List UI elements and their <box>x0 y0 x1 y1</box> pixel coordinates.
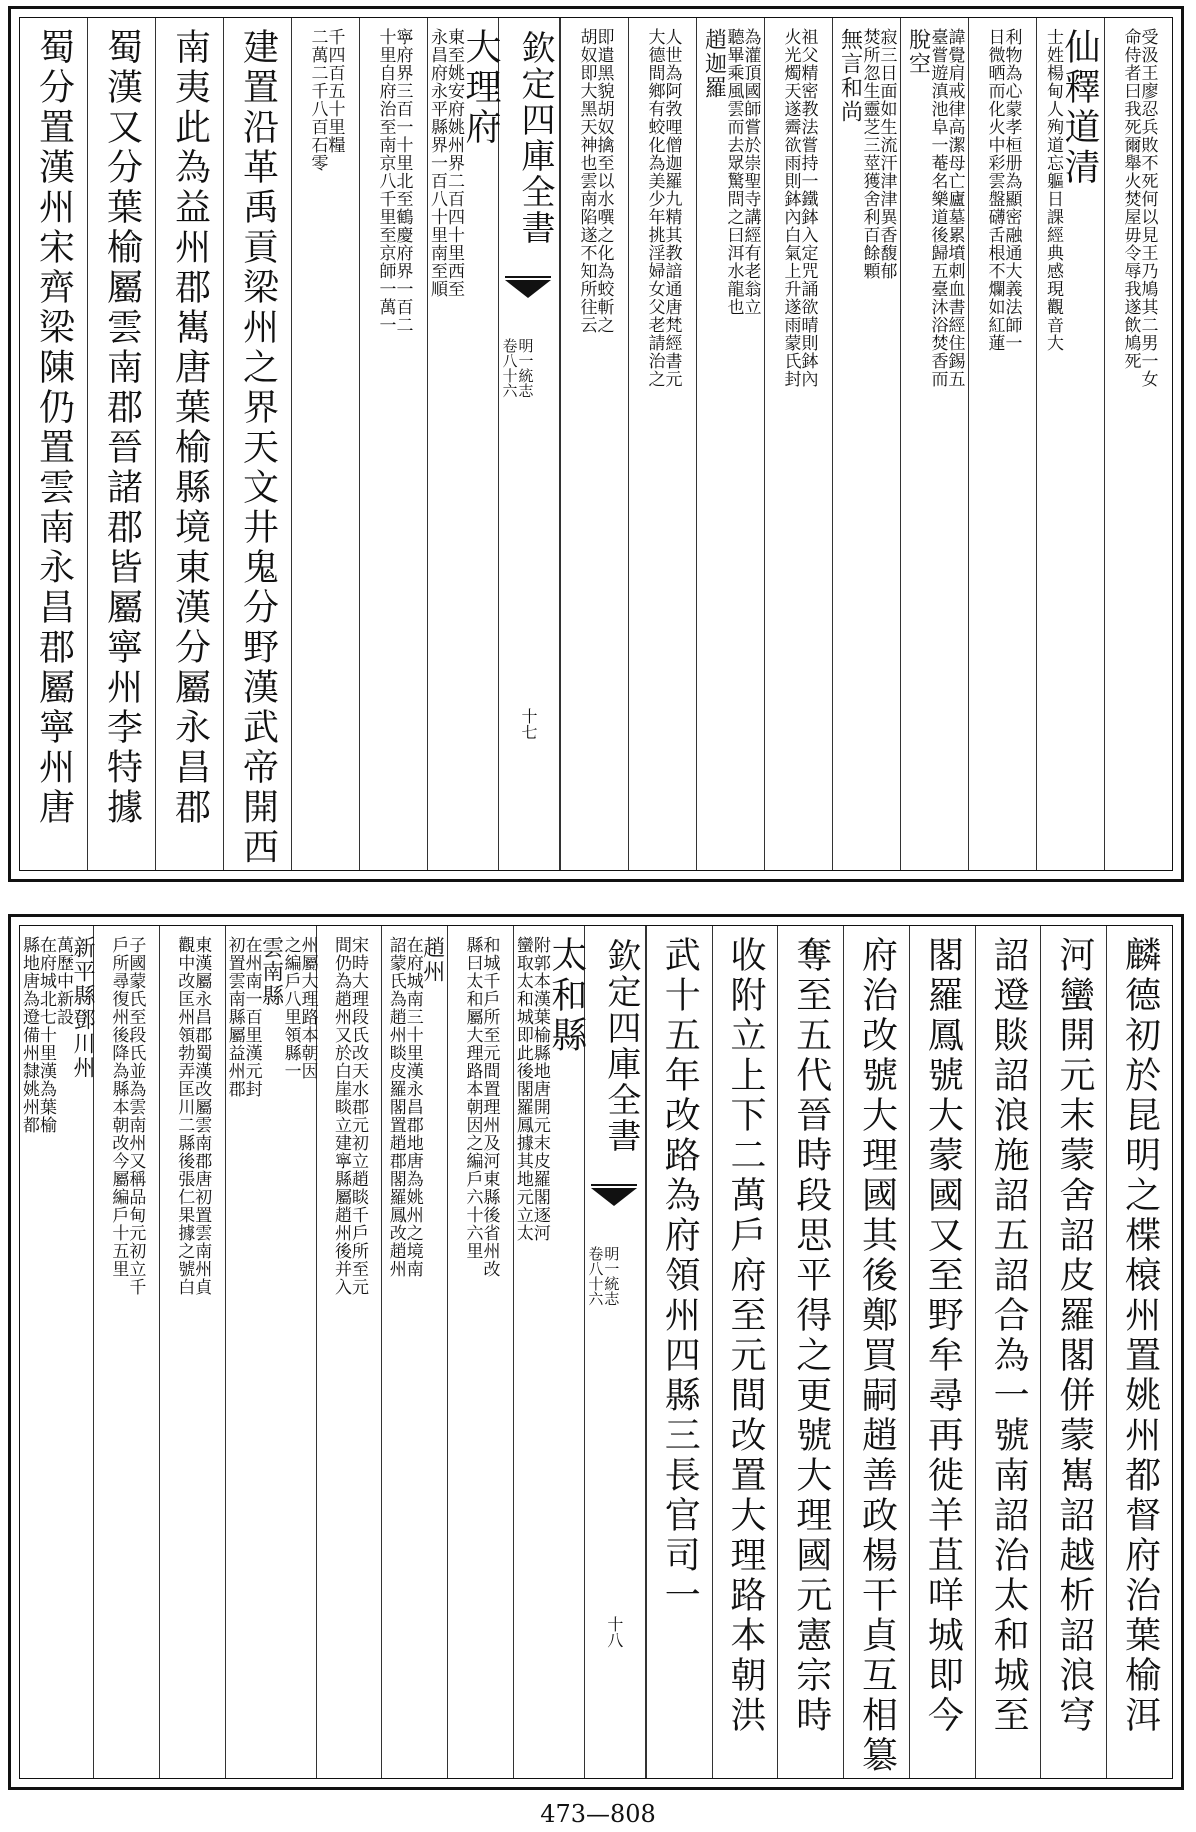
book-title: 明一統志 <box>516 338 535 398</box>
folio-number: 十七 <box>519 708 538 740</box>
column: 詔邆賧詔浪施詔五詔合為一號南詔治太和城至 <box>975 926 1041 1778</box>
column: 祖父精密教法嘗持一鐵鉢入定咒誦欲晴則鉢內 火光燭天遂霽欲雨則鉢內白氣上升遂雨蒙氏封 <box>764 18 832 870</box>
column: 府治改號大理國其後鄭買嗣趙善政楊干貞互相簒 <box>843 926 909 1778</box>
top-columns <box>20 18 1172 870</box>
column: 千四百五十里糧 二萬二千八百石零 <box>291 18 359 870</box>
column: 宋時大理段氏改天水郡元初立趙睒千戶所至元 間仍為趙州又於白崖睒立建寧縣屬趙州後并入 <box>316 926 382 1778</box>
column: 州屬大理路本朝因 之編戶八里領縣一 雲南縣 在州南一百里漢元封 初置雲南縣屬益州郡 <box>225 926 316 1778</box>
folio-number: 十八 <box>604 1616 624 1648</box>
column: 大理府 東至姚安府姚州界二百四十里西至 永昌府永平縣界一百八十里南至順 <box>427 18 498 870</box>
column: 東漢屬永昌郡蜀漢改屬雲南郡唐初置雲南州貞 觀中改匡州領勃弄匡川二縣後張仁果據之號白 <box>159 926 225 1778</box>
column: 子國蒙氏至段氏並為雲南州又稱品甸元初立千 戶所尋復州後降為縣本朝改今屬編戶十五里 <box>93 926 159 1778</box>
column: 受汲王廖忍兵敗不死何以見王乃鳩其二男一女 命侍者曰我死爾舉火焚屋毋令辱我遂飲鳩死 <box>1104 18 1172 870</box>
column: 收附立上下二萬戶府至元間改置大理路本朝洪 <box>712 926 778 1778</box>
bottom-center-column <box>584 926 646 1778</box>
column: 和城千戶所至元間置理州及河東縣後省州改 縣曰太和屬大理路本朝因之編戶六十六里 <box>447 926 513 1778</box>
column: 人世為阿㪍哩僧迦羅九精其教諳通唐梵經書元 大德間鄉有蛟化為美少年挑淫婦女父老請治之 <box>628 18 696 870</box>
heading: 太和縣 <box>545 936 587 1056</box>
column: 麟德初於昆明之楪榱州置姚州都督府治葉榆洱 <box>1106 926 1172 1778</box>
column: 諱覺肩戒律高潔母亡廬墓累墳刺血書經住錫五 臺嘗遊滇池阜一菴名樂道後歸五臺沐浴焚香而 脫空 <box>900 18 968 870</box>
column: 蜀漢又分葉榆屬雲南郡晉諸郡皆屬寧州李特據 <box>87 18 155 870</box>
bottom-page-frame <box>19 925 1173 1779</box>
column: 利物為心蒙孝桓册為顯密融通大義法師一 日微晒而化火中彩雲盤礴舌根不爛如紅蓮 <box>968 18 1036 870</box>
fish-tail-mark <box>591 1184 637 1226</box>
column: 武十五年改路為府領州四縣三長官司一 <box>646 926 712 1778</box>
top-page-frame <box>19 17 1173 871</box>
column: 為灌頂國師嘗於崇聖寺講經有老翁立 聽畢乘風雲而去眾驚問之曰洱水龍也 趙迦羅 <box>696 18 764 870</box>
column: 蜀分置漢州宋齊梁陳仍置雲南永昌郡屬寧州唐 <box>33 28 75 828</box>
column: 寧府界三百一十里北至鶴慶府界一百二 十里自府治至南京八千里至京師一萬一 <box>359 18 427 870</box>
column: 即遣黑貌胡奴擒至以水噀之化為蛟斬之 胡奴即大黑天神也雲南陷遂不知所往云 <box>560 18 628 870</box>
column: 太和縣 附郭本漢葉榆縣地唐開元末皮羅閣逐河 蠻取太和城即此後閣羅鳳據其地元立太 <box>513 926 584 1778</box>
column: 趙州 在府城南三十里漢永昌郡地唐為姚州之境南 詔蒙氏為趙州睒皮羅閣置趙郡閣羅鳳改趙州 <box>381 926 447 1778</box>
column: 仙釋道清 士姓楊甸人殉道忘軀日課經典感現觀音大 <box>1036 18 1104 870</box>
top-center-column <box>498 18 560 870</box>
book-title: 明一統志 <box>602 1246 621 1306</box>
column: 閣羅鳳號大蒙國又至野牟尋再徙羊苴咩城即今 <box>909 926 975 1778</box>
column: 河蠻開元末蒙舍詔皮羅閣併蒙嶲詔越析詔浪穹 <box>1040 926 1106 1778</box>
heading: 仙釋道清 <box>1059 28 1100 188</box>
collection-title: 欽定四庫全書 <box>515 30 555 246</box>
juan-label: 卷八十六 <box>586 1246 605 1306</box>
page-number: 473—808 <box>540 1800 656 1828</box>
column: 建置沿革禹貢梁州之界天文井鬼分野漢武帝開西 <box>223 18 291 870</box>
bottom-columns <box>20 926 1172 1778</box>
column: 奪至五代晉時段思平得之更號大理國元憲宗時 <box>777 926 843 1778</box>
top-page <box>8 6 1184 882</box>
juan-label: 卷八十六 <box>500 338 519 398</box>
heading: 大理府 <box>460 28 501 148</box>
column: 新平縣鄧川州 萬歷中新設 在府城北七十里漢為葉榆 縣地唐為邆備州隸姚州都 <box>19 936 96 1134</box>
column: 南夷此為益州郡嶲唐葉榆縣境東漢分屬永昌郡 <box>155 18 223 870</box>
fish-tail-mark <box>505 276 551 318</box>
collection-title: 欽定四庫全書 <box>600 938 641 1154</box>
bottom-page <box>8 914 1184 1790</box>
column: 寂三日面如生流汗津津異香馥郁 焚所忽生靈芝三莖獲舍利百餘顆 無言和尚 <box>832 18 900 870</box>
